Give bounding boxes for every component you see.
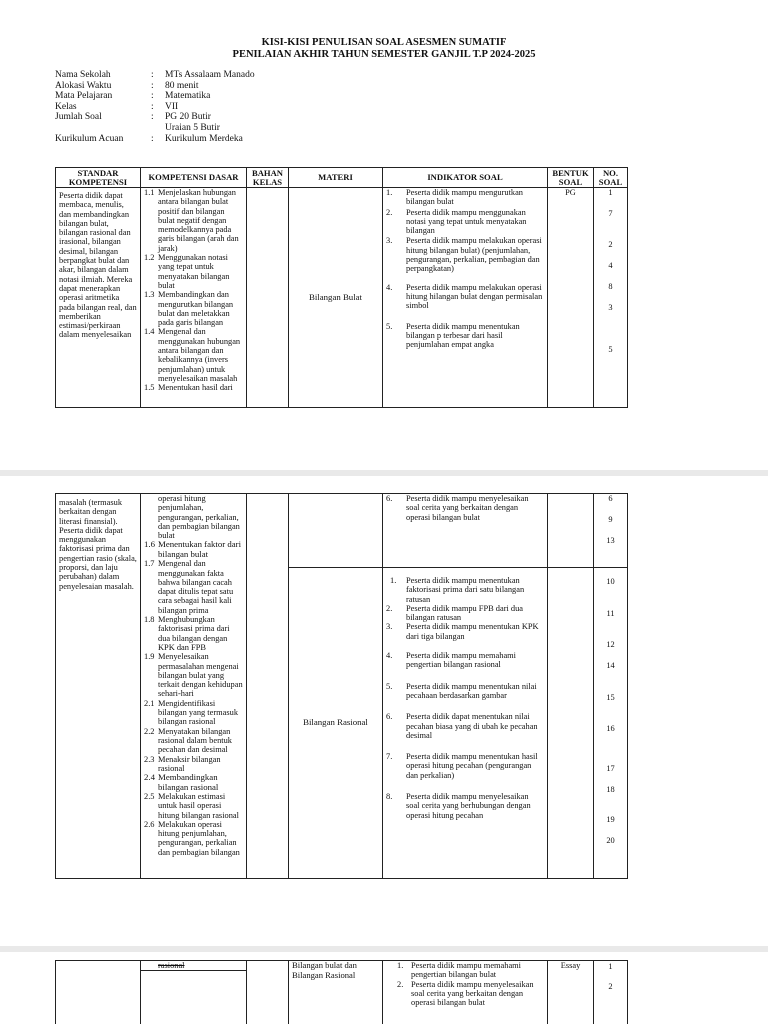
kisi-kisi-table-continued [55,493,628,879]
kd-item: 2.1 Mengidentifikasi bilangan yang termasuk bilangan rasional [144,698,239,727]
kd-item: 1.5 Menentukan hasil dari [144,383,233,393]
kd-item: 1.9 Menyelesaikan permasalahan mengenai bilangan bulat yang terkait dengan kehidupan sehari-hari [144,652,243,699]
kd-item: 1.4 Mengenal dan menggunakan hubungan antara bilangan dan kebalikannya (invers penjumlahan) untuk menyelesaikan masalah [144,327,241,383]
table-row [56,188,628,408]
no-soal-cell [594,961,628,1024]
question-number: 14 [606,661,615,670]
indikator-soal-cell [383,961,548,1024]
materi-cell: Bilangan Rasional [289,568,383,879]
question-number: 1 [608,188,613,197]
indicator-item: 6. Peserta didik mampu menyelesaikan soal cerita yang berkaitan dengan operasi bilangan bulat [386,494,529,522]
info-row [55,123,255,134]
standar-kompetensi-cell: masalah (termasuk berkaitan dengan literasi finansial). Peserta didik dapat menggunakan faktorisasi prima dan pengertian rasio (skala, proporsi, dan laju perubahan) dalam penyelesaian masalah. [56,494,141,879]
bentuk-soal-cell [548,494,594,568]
kd-item: 1.1 Menjelaskan hubungan antara bilangan bulat positif dan bilangan bulat negatif dengan memodelkannya pada garis bilangan (arah dan jarak) [144,188,239,253]
document-page-2 [0,476,768,946]
info-label: Kurikulum Acuan [55,133,124,144]
question-number: 8 [608,282,613,291]
question-number: 15 [606,693,615,702]
kd-item: 1.6 Menentukan faktor dari bilangan bulat [144,539,242,559]
kompetensi-dasar-cell [141,971,247,1024]
question-number: 10 [606,577,615,586]
bahan-kelas-cell [247,188,289,408]
info-value: VII [165,101,179,112]
question-number: 2 [608,982,613,991]
info-label [55,123,151,134]
info-row: Alokasi Waktu : 80 menit [55,80,199,91]
indicator-item: 5. Peserta didik mampu menentukan bilangan p terbesar dari hasil penjumlahan empat angka [386,321,520,350]
question-number: 9 [608,515,613,524]
info-row: Jumlah Soal : PG 20 Butir [55,112,211,123]
standar-kompetensi-cell [56,961,141,1024]
info-label: Kelas [55,101,77,112]
info-label: Nama Sekolah [55,70,111,80]
kd-item: 2.5 Melakukan estimasi untuk hasil operasi hitung bilangan rasional [144,791,239,820]
document-page-3 [0,952,768,1024]
kd-item: 2.4 Membandingkan bilangan rasional [144,772,219,792]
indicator-item: 2. Peserta didik mampu menyelesaikan soal cerita yang berkaitan dengan operasi bilangan bulat [397,979,534,1008]
indicator-item: 2. Peserta didik mampu FPB dari dua bilangan ratusan [386,603,524,623]
header-bentuk-soal: BENTUK SOAL [548,168,594,188]
document-subtitle: PENILAIAN AKHIR TAHUN SEMESTER GANJIL T.P 2024-2025 [232,49,536,60]
table-header-row [56,168,628,188]
info-value: PG 20 Butir [165,112,211,123]
kd-item: 1.7 Mengenal dan menggunakan fakta bahwa bilangan cacah dapat ditulis tepat satu cara sebagai hasil kali bilangan prima [144,559,234,615]
question-number: 13 [606,536,615,545]
header-materi: MATERI [289,168,383,188]
bentuk-soal-cell: Essay [548,961,594,1024]
info-value: MTs Assalaam Manado [165,70,255,80]
no-soal-cell [594,568,628,879]
question-number: 3 [608,303,613,312]
header-indikator-soal: INDIKATOR SOAL [383,168,548,188]
question-number: 4 [608,261,613,270]
indikator-soal-cell [383,188,548,408]
kd-item: 2.3 Menaksir bilangan rasional [144,754,221,773]
kd-item: 2.2 Menyatakan bilangan rasional dalam bentuk pecahan dan desimal [144,726,232,755]
info-row: Nama Sekolah : MTs Assalaam Manado [55,70,255,80]
indicator-item: 2. Peserta didik mampu menggunakan notasi yang tepat untuk menyatakan bilangan [386,207,527,236]
kompetensi-dasar-cell [141,494,247,879]
indicator-item: 1. Peserta didik mampu mengurutkan bilangan bulat [386,188,523,207]
kisi-kisi-table-continued [55,960,628,1024]
bahan-kelas-cell [247,494,289,879]
header-kompetensi-dasar: KOMPETENSI DASAR [141,168,247,188]
document-title: KISI-KISI PENULISAN SOAL ASESMEN SUMATIF [261,37,507,48]
standar-kompetensi-cell: Peserta didik dapat membaca, menulis, dan membandingkan bilangan bulat, bilangan rasional dan irasional, bilangan desimal, bilangan berpangkat bulat dan akar, bilangan dalam notasi ilmiah. Mereka dapat menerapkan operasi aritmetika pada bilangan real, dan memberikan estimasi/perkiraan dalam menyelesaikan [56,188,141,408]
info-row: Kelas : VII [55,101,179,112]
indicator-item: 3. Peserta didik mampu melakukan operasi hitung bilangan bulat) (penjumlahan, pengurangan, perkalian, pembagian dan perpangkatan) [386,236,542,274]
kd-item: 1.8 Menghubungkan faktorisasi prima dari dua bilangan dengan KPK dan FPB [144,615,230,652]
header-no-soal: NO. SOAL [594,168,628,188]
question-number: 5 [608,345,613,354]
kd-item: 1.2 Menggunakan notasi yang tepat untuk menyatakan bilangan bulat [144,253,230,290]
info-value: Kurikulum Merdeka [165,133,243,144]
indikator-soal-cell [383,494,548,568]
no-soal-cell [594,188,628,408]
table-row [56,494,628,568]
question-number: 1 [608,962,613,971]
question-number: 18 [606,785,615,794]
kd-continued-text: operasi hitung penjumlahan, pengurangan, perkalian, dan pembagian bilangan bulat [158,494,240,541]
info-value: 80 menit [165,80,199,91]
indikator-soal-cell [383,568,548,879]
kisi-kisi-table [55,167,628,408]
materi-cell: Bilangan Bulat [289,188,383,408]
info-value: Matematika [165,91,211,102]
no-soal-cell [594,494,628,568]
indicator-item: 8. Peserta didik mampu menyelesaikan soal cerita yang berhubungan dengan operasi hitung pecahan [386,792,531,820]
document-page-1 [0,0,768,470]
question-number: 19 [606,815,615,824]
kd-continued-text: rasional [141,961,247,971]
bahan-kelas-cell [247,961,289,1024]
materi-cell: Bilangan bulat dan Bilangan Rasional [289,961,383,1024]
table-row [56,961,628,971]
info-label: Alokasi Waktu [55,80,112,91]
question-number: 7 [608,209,613,218]
indicator-item: 1. Peserta didik mampu memahami pengertian bilangan bulat [397,961,522,980]
header-standar-kompetensi: STANDAR KOMPETENSI [56,168,141,188]
materi-cell [289,494,383,568]
bentuk-soal-cell: PG [548,188,594,408]
info-row: Mata Pelajaran : Matematika [55,91,211,102]
info-label: Mata Pelajaran [55,91,113,102]
indicator-item: 7. Peserta didik mampu menentukan hasil operasi hitung pecahan (pengurangan dan perkalian) [386,752,538,780]
info-row: Kurikulum Acuan : Kurikulum Merdeka [55,133,243,144]
school-info [55,70,255,144]
question-number: 20 [606,836,615,845]
kd-item: 1.3 Membandingkan dan mengurutkan bilangan bulat dan meletakkan pada garis bilangan [144,290,234,328]
question-number: 17 [606,764,615,773]
question-number: 12 [606,640,615,649]
bentuk-soal-cell [548,568,594,879]
header-bahan-kelas: BAHAN KELAS [247,168,289,188]
kd-item: 2.6 Melakukan operasi hitung penjumlahan, pengurangan, perkalian dan pembagian bilangan [144,819,240,857]
indicator-item: 6. Peserta didik dapat menentukan nilai pecahan biasa yang di ubah ke pecahan desimal [386,712,538,740]
question-number: 6 [608,494,613,503]
info-value: Uraian 5 Butir [165,122,220,133]
indicator-item: 4. Peserta didik mampu memahami pengertian bilangan rasional [386,651,517,670]
info-label: Jumlah Soal [55,112,102,123]
question-number: 16 [606,724,615,733]
indicator-item: 3. Peserta didik mampu menentukan KPK dari tiga bilangan [386,622,539,641]
question-number: 2 [608,240,613,249]
indicator-item: 5. Peserta didik mampu menentukan nilai pecahaan berdasarkan gambar [386,681,537,700]
indicator-item: 4. Peserta didik mampu melakukan operasi hitung hilangan bulat dengan permisalan simbol [386,282,543,311]
kompetensi-dasar-cell [141,188,247,408]
indicator-item: 1. Peserta didik mampu menentukan faktorisasi prima dari satu bilangan ratusan [390,576,525,604]
question-number: 11 [606,609,615,618]
